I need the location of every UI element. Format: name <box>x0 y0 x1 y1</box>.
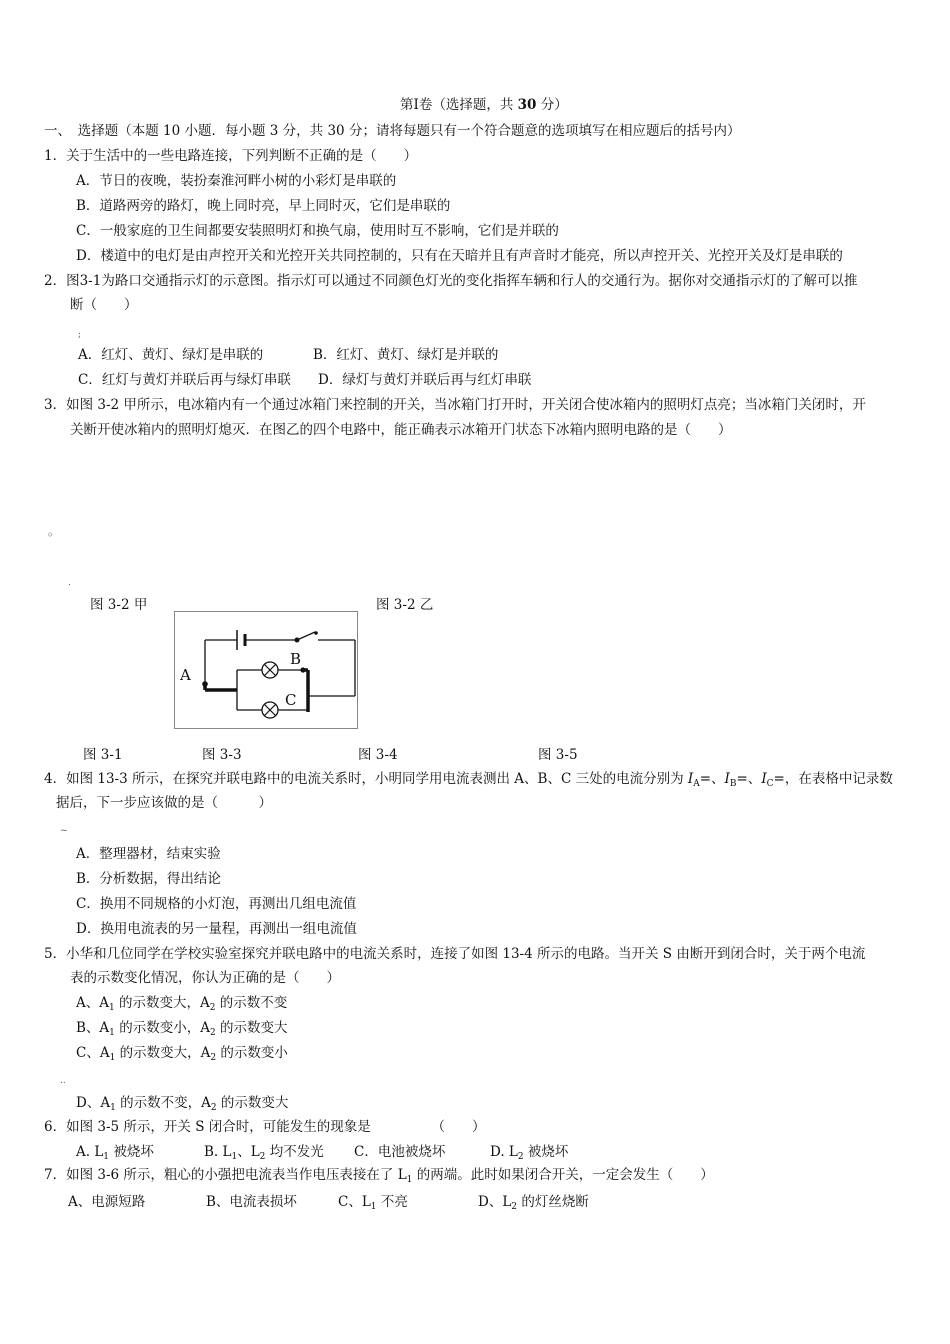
section-title-text: 第Ⅰ卷（选择题，共 <box>400 97 518 113</box>
q7-stem <box>44 1166 714 1189</box>
option-text: C、A <box>76 1045 110 1061</box>
option-text: A. L <box>76 1144 104 1160</box>
subscript: 1 <box>370 1202 377 1212</box>
q3-stem-line1: 3．如图 3-2 甲所示，电冰箱内有一个通过冰箱门来控制的开关，当冰箱门打开时，开关闭合使冰箱内的照明灯点亮；当冰箱门关闭时，开 <box>44 397 866 413</box>
subscript: 1 <box>406 1175 413 1185</box>
option-text: 的示数变小 <box>216 1045 288 1061</box>
option-text: 的示数不变，A <box>115 1095 211 1111</box>
subscript: 2 <box>210 1103 217 1113</box>
q2-option-c: C．红灯与黄灯并联后再与绿灯串联 <box>78 372 291 388</box>
q7-stem-text: 7．如图 3-6 所示，粗心的小强把电流表当作电压表接在了 L <box>44 1167 407 1183</box>
option-text: 的示数变小，A <box>114 1020 210 1036</box>
q2-stem-line2: 断（ ） <box>70 297 138 313</box>
section-title <box>400 96 568 114</box>
circuit-diagram <box>174 611 358 729</box>
option-text: B. L <box>204 1144 232 1160</box>
q4-stem-line1 <box>44 770 893 793</box>
q6-option-c: C．电池被烧坏 <box>354 1144 446 1160</box>
q6-option-b <box>204 1143 324 1166</box>
section-title-end: 分） <box>536 97 568 113</box>
option-text: 的示数变大 <box>215 1020 288 1036</box>
subscript: 2 <box>511 1202 518 1212</box>
option-text: 的示数变大，A <box>114 995 210 1011</box>
current-symbol: I <box>761 771 767 787</box>
stray-mark: ; <box>78 330 82 340</box>
q4-option-c: C．换用不同规格的小灯泡，再测出几组电流值 <box>76 896 357 912</box>
q4-option-b: B．分析数据，得出结论 <box>76 871 221 887</box>
circuit-diagram-svg <box>175 612 357 728</box>
figure-caption-3-1: 图 3-1 <box>83 747 123 763</box>
option-text: B、A <box>76 1020 110 1036</box>
current-symbol: I <box>687 771 694 787</box>
option-text: D、L <box>478 1194 512 1210</box>
option-text: 的示数变大，A <box>115 1045 211 1061</box>
q7-option-a: A、电源短路 <box>68 1194 146 1210</box>
q5-option-d <box>76 1094 288 1117</box>
q2-option-a: A．红灯、黄灯、绿灯是串联的 <box>78 347 264 363</box>
q1-option-d: D．楼道中的电灯是由声控开关和光控开关共同控制的，只有在天暗并且有声音时才能亮，所以声控开关、光控开关及灯是串联的 <box>76 248 843 264</box>
part-one-heading: 一、 选择题（本题 10 小题．每小题 3 分，共 30 分；请将每题只有一个符合题意的选项填写在相应题后的括号内） <box>44 123 741 139</box>
q4-stem-line2: 据后，下一步应该做的是（ ） <box>56 795 272 811</box>
q4-eq: =、 <box>736 771 762 787</box>
stray-mark: .. <box>60 1076 66 1086</box>
current-symbol: I <box>724 771 730 787</box>
subscript: 1 <box>109 1053 116 1063</box>
figure-caption-3-2-yi: 图 3-2 乙 <box>376 597 434 613</box>
node-b-dot <box>300 667 305 672</box>
q5-option-b <box>76 1019 287 1042</box>
q4-option-d: D．换用电流表的另一量程，再测出一组电流值 <box>76 921 357 937</box>
option-text: D、A <box>76 1095 111 1111</box>
subscript: B <box>729 779 737 789</box>
q2-option-d: D．绿灯与黄灯并联后再与红灯串联 <box>318 372 532 388</box>
q5-option-c <box>76 1044 288 1067</box>
switch-blade <box>297 632 315 640</box>
option-text: C、L <box>338 1194 371 1210</box>
subscript: A <box>693 779 700 789</box>
option-text: 均不发光 <box>265 1144 324 1160</box>
figure-caption-3-3: 图 3-3 <box>202 747 242 763</box>
q5-stem-line1: 5．小华和几位同学在学校实验室探究并联电路中的电流关系时，连接了如图 13-4 所示的电路。当开关 S 由断开到闭合时，关于两个电流 <box>44 946 866 962</box>
option-text: 的灯丝烧断 <box>517 1194 589 1210</box>
label-b: B <box>290 650 302 668</box>
option-text: 被烧坏 <box>109 1144 154 1160</box>
q4-stem-text: 4．如图 13-3 所示，在探究并联电路中的电流关系时，小明同学用电流表测出 A、B、C 三处的电流分别为 <box>44 771 688 787</box>
section-title-score: 30 <box>517 97 537 113</box>
figure-caption-3-5: 图 3-5 <box>538 747 578 763</box>
option-text: 不亮 <box>376 1194 408 1210</box>
q7-option-c <box>338 1193 408 1216</box>
q3-stem-line2: 关断开使冰箱内的照明灯熄灭．在图乙的四个电路中，能正确表示冰箱开门状态下冰箱内照明电路的是（ ） <box>70 422 732 438</box>
option-text: 、L <box>237 1144 260 1160</box>
option-text: A、A <box>76 995 109 1011</box>
q4-eq: =、 <box>699 771 725 787</box>
q4-eq-end: =，在表格中记录数 <box>773 771 893 787</box>
subscript: 1 <box>109 1028 115 1038</box>
q1-option-a: A．节日的夜晚，装扮秦淮河畔小树的小彩灯是串联的 <box>76 173 397 189</box>
q7-option-d <box>478 1193 589 1216</box>
option-text: D. L <box>490 1144 518 1160</box>
subscript: 2 <box>209 1028 216 1038</box>
stray-mark: . <box>68 578 71 588</box>
label-a: A <box>180 666 191 684</box>
label-c: C <box>285 691 297 709</box>
q1-stem: 1．关于生活中的一些电路连接，下列判断不正确的是（ ） <box>44 148 418 164</box>
switch-contact <box>314 631 318 635</box>
node-a-dot <box>202 681 208 687</box>
q6-stem: 6．如图 3-5 所示，开关 S 闭合时，可能发生的现象是 （ ） <box>44 1119 486 1135</box>
q1-option-c: C．一般家庭的卫生间都要安装照明灯和换气扇，使用时互不影响，它们是并联的 <box>76 223 559 239</box>
stray-mark: ~ <box>60 826 68 836</box>
q7-stem-text: 的两端。此时如果闭合开关，一定会发生（ ） <box>412 1167 714 1183</box>
q2-stem-line1: 2．图3-1为路口交通指示灯的示意图。指示灯可以通过不同颜色灯光的变化指挥车辆和行人的交通行为。据你对交通指示灯的了解可以推 <box>44 273 858 289</box>
q7-option-b: B、电流表损坏 <box>206 1194 297 1210</box>
q6-option-a <box>76 1143 154 1166</box>
subscript: 2 <box>209 1003 216 1013</box>
subscript: C <box>766 779 774 789</box>
q1-option-b: B．道路两旁的路灯，晚上同时亮，早上同时灭，它们是串联的 <box>76 198 451 214</box>
figure-caption-3-4: 图 3-4 <box>358 747 398 763</box>
subscript: 2 <box>259 1152 266 1162</box>
subscript: 1 <box>231 1152 238 1162</box>
option-text: 被烧坏 <box>523 1144 569 1160</box>
subscript: 1 <box>110 1103 116 1113</box>
q6-option-d <box>490 1143 568 1166</box>
q4-option-a: A．整理器材，结束实验 <box>76 846 221 862</box>
subscript: 1 <box>109 1003 115 1013</box>
q5-stem-line2: 表的示数变化情况，你认为正确的是（ ） <box>70 970 340 986</box>
figure-caption-3-2-jia: 图 3-2 甲 <box>90 597 148 613</box>
q5-option-a <box>76 994 287 1017</box>
option-text: 的示数变大 <box>216 1095 289 1111</box>
subscript: 2 <box>210 1053 217 1063</box>
subscript: 1 <box>103 1152 110 1162</box>
q2-option-b: B．红灯、黄灯、绿灯是并联的 <box>313 347 499 363</box>
subscript: 2 <box>517 1152 524 1162</box>
option-text: 的示数不变 <box>215 995 288 1011</box>
stray-mark: 。 <box>48 524 61 538</box>
